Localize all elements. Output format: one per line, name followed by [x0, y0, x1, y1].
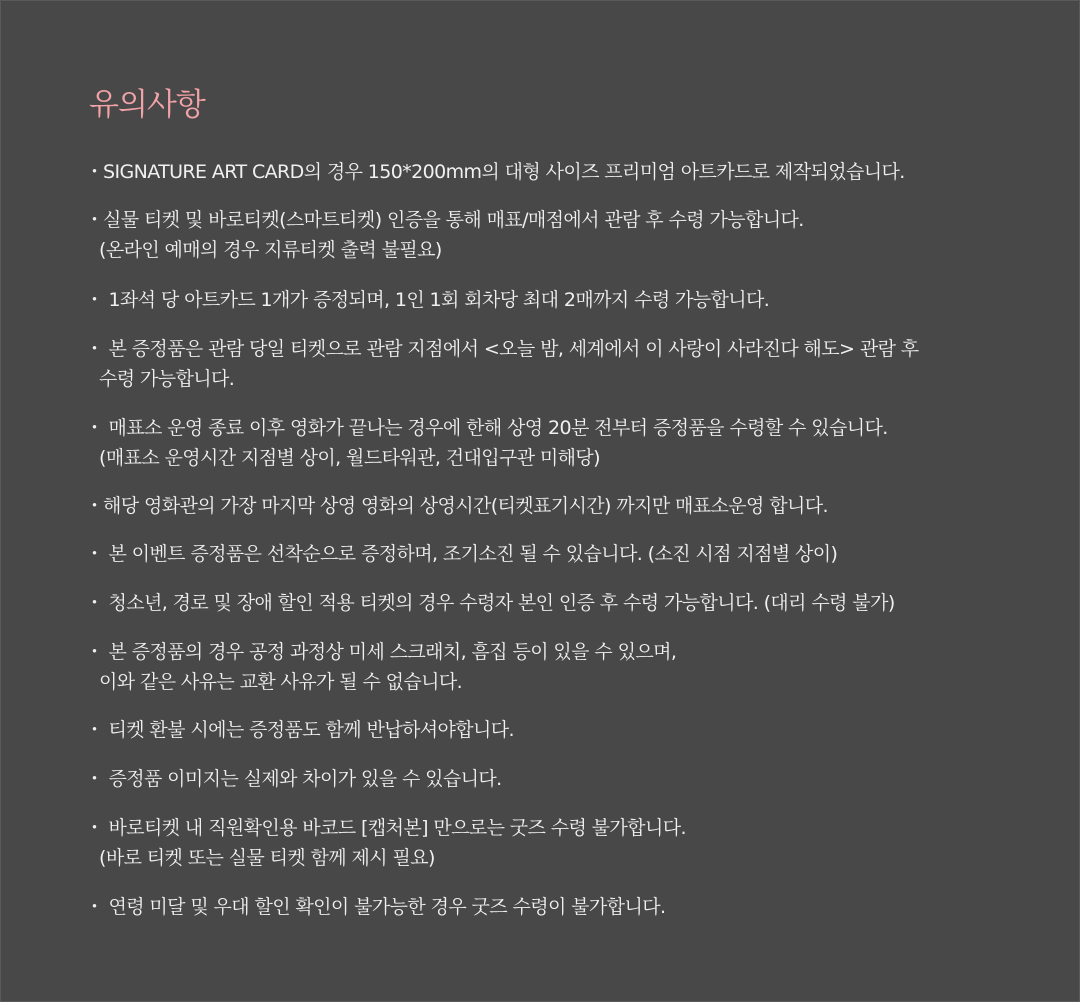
notice-subtext: (매표소 운영시간 지점별 상이, 월드타워관, 건대입구관 미해당)	[99, 447, 600, 469]
bullet-icon: ・	[85, 209, 104, 231]
bullet-icon: ・	[85, 338, 104, 360]
notice-item-5	[85, 413, 1045, 473]
notice-item-11	[85, 764, 1045, 794]
notice-text: 연령 미달 및 우대 할인 확인이 불가능한 경우 굿즈 수령이 불가합니다.	[103, 896, 666, 918]
notice-text: 티켓 환불 시에는 증정품도 함께 반납하셔야합니다.	[103, 719, 514, 741]
bullet-icon: ・	[85, 289, 104, 311]
notice-text: 1좌석 당 아트카드 1개가 증정되며, 1인 1회 회차당 최대 2매까지 수령 가능합니다.	[103, 289, 770, 311]
notice-text: 실물 티켓 및 바로티켓(스마트티켓) 인증을 통해 매표/매점에서 관람 후 수령 가능합니다.	[103, 209, 804, 231]
bullet-icon: ・	[85, 543, 104, 565]
notice-text: 본 이벤트 증정품은 선착순으로 증정하며, 조기소진 될 수 있습니다. (소진 시점 지점별 상이)	[103, 543, 838, 565]
notice-text: 해당 영화관의 가장 마지막 상영 영화의 상영시간(티켓표기시간) 까지만 매표소운영 합니다.	[103, 495, 828, 517]
bullet-icon: ・	[85, 161, 104, 183]
notice-item-3	[85, 285, 1045, 315]
notice-title: 유의사항	[89, 87, 205, 123]
notice-text: 매표소 운영 종료 이후 영화가 끝나는 경우에 한해 상영 20분 전부터 증정품을 수령할 수 있습니다.	[103, 417, 888, 439]
notice-item-13	[85, 892, 1045, 922]
notice-subtext: (온라인 예매의 경우 지류티켓 출력 불필요)	[99, 239, 442, 261]
bullet-icon: ・	[85, 592, 104, 614]
bullet-icon: ・	[85, 817, 104, 839]
notice-item-8	[85, 588, 1045, 618]
notice-subtext: 이와 같은 사유는 교환 사유가 될 수 없습니다.	[99, 671, 463, 693]
notice-text: 바로티켓 내 직원확인용 바코드 [캡처본] 만으로는 굿즈 수령 불가합니다.	[103, 817, 686, 839]
bullet-icon: ・	[85, 719, 104, 741]
notice-item-4	[85, 334, 1045, 394]
notice-text: 청소년, 경로 및 장애 할인 적용 티켓의 경우 수령자 본인 인증 후 수령 가능합니다. (대리 수령 불가)	[103, 592, 895, 614]
notice-item-9	[85, 637, 1045, 697]
notice-item-12	[85, 813, 1045, 873]
bullet-icon: ・	[85, 768, 104, 790]
notice-item-7	[85, 539, 1045, 569]
notice-subtext: 수령 가능합니다.	[99, 368, 235, 390]
notice-text: 본 증정품의 경우 공정 과정상 미세 스크래치, 흠집 등이 있을 수 있으며,	[103, 641, 677, 663]
bullet-icon: ・	[85, 495, 104, 517]
notice-item-1	[85, 157, 1045, 187]
notice-text: 본 증정품은 관람 당일 티켓으로 관람 지점에서 <오늘 밤, 세계에서 이 사랑이 사라진다 해도> 관람 후	[103, 338, 919, 360]
notice-item-2	[85, 205, 1045, 265]
notice-text: SIGNATURE ART CARD의 경우 150*200mm의 대형 사이즈 프리미엄 아트카드로 제작되었습니다.	[103, 161, 905, 183]
bullet-icon: ・	[85, 417, 104, 439]
notice-subtext: (바로 티켓 또는 실물 티켓 함께 제시 필요)	[99, 847, 435, 869]
notice-text: 증정품 이미지는 실제와 차이가 있을 수 있습니다.	[103, 768, 502, 790]
notice-item-10	[85, 715, 1045, 745]
bullet-icon: ・	[85, 641, 104, 663]
notice-item-6	[85, 491, 1045, 521]
bullet-icon: ・	[85, 896, 104, 918]
